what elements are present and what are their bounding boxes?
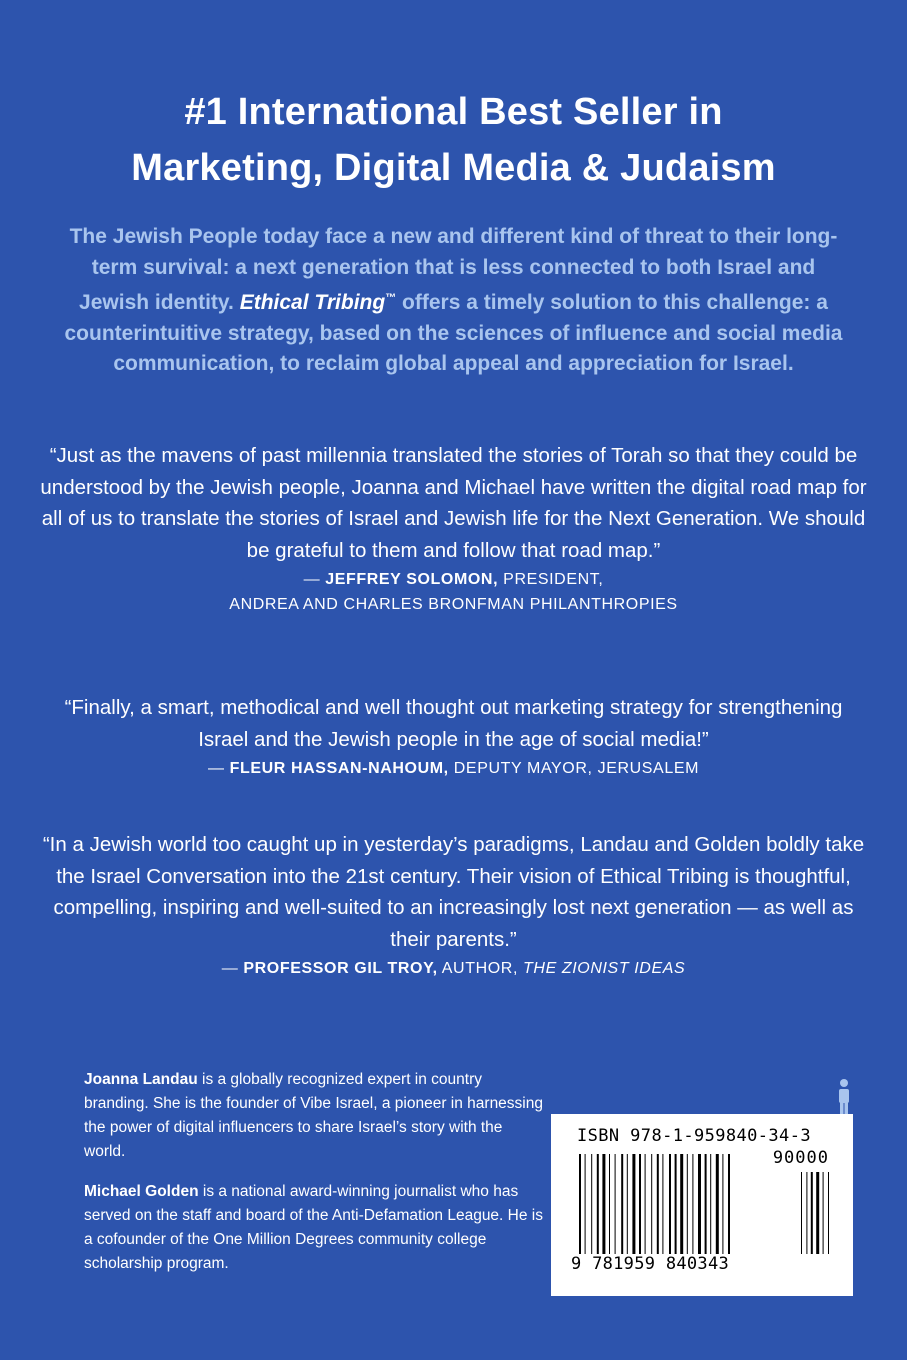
attribution-dash: —: [221, 960, 244, 977]
attribution-dash: —: [207, 760, 230, 777]
price-code: 90000: [772, 1148, 829, 1168]
attribution-dash: —: [303, 571, 326, 588]
intro-text-1: The Jewish People today face a new and different kind of threat to their long-term survival: a next generation that is less connected to both Israel and Jewish identity.: [69, 225, 838, 314]
author-bio: [84, 1180, 544, 1276]
author-bios: [84, 1068, 544, 1292]
endorsement-quote-2: [40, 692, 867, 781]
publisher-logo-icon: [834, 1078, 854, 1116]
quote-attribution: [40, 567, 867, 617]
endorsement-quote-3: [40, 829, 867, 981]
isbn-barcode: [551, 1114, 853, 1296]
attribution-role: PRESIDENT,: [498, 571, 604, 588]
attribution-name: FLEUR HASSAN-NAHOUM,: [229, 760, 449, 777]
author-bio-text: is a globally recognized expert in country branding. She is the founder of Vibe Israel, a pioneer in harnessing the power of digital influencers to share Israel’s story with the world.: [84, 1071, 543, 1160]
quote-text: “In a Jewish world too caught up in yesterday’s paradigms, Landau and Golden boldly take the Israel Conversation into the 21st century. Their vision of Ethical Tribing is thoughtful, compelling, inspiring and well-suited to an increasingly lost next generation — as well as their parents.”: [42, 833, 865, 951]
book-title: Ethical Tribing: [239, 291, 386, 314]
quote-attribution: [40, 756, 867, 781]
author-name: Joanna Landau: [84, 1071, 198, 1088]
intro-text-2: offers a timely solution to this challenge: a counterintuitive strategy, based on the sciences of influence and social media communication, to reclaim global appeal and appreciation for Israel.: [64, 291, 843, 375]
intro-paragraph: [60, 222, 847, 380]
attribution-name: PROFESSOR GIL TROY,: [243, 960, 438, 977]
quote-text: “Finally, a smart, methodical and well thought out marketing strategy for strengthening Israel and the Jewish people in the age of social media!”: [64, 696, 843, 751]
barcode-digits: 9 781959 840343: [571, 1254, 730, 1274]
isbn-label: ISBN 978-1-959840-34-3: [577, 1126, 811, 1146]
headline-line-2: Marketing, Digital Media & Judaism: [131, 147, 776, 189]
quote-text: “Just as the mavens of past millennia translated the stories of Torah so that they could be understood by the Jewish people, Joanna and Michael have written the digital road map for all of us to translate the stories of Israel and Jewish life for the Next Generation. We should be grateful to them and follow that road map.”: [40, 444, 867, 562]
endorsement-quote-1: [40, 440, 867, 617]
headline: [0, 84, 907, 196]
attribution-organization: ANDREA AND CHARLES BRONFMAN PHILANTHROPIES: [229, 596, 678, 613]
quote-attribution: [40, 956, 867, 981]
attribution-book-title: THE ZIONIST IDEAS: [523, 960, 686, 977]
author-bio-text: is a national award-winning journalist who has served on the staff and board of the Anti-Defamation League. He is a cofounder of the One Million Degrees community college scholarship program.: [84, 1183, 543, 1272]
headline-line-1: #1 International Best Seller in: [184, 91, 723, 133]
author-name: Michael Golden: [84, 1183, 199, 1200]
attribution-role: DEPUTY MAYOR, JERUSALEM: [448, 760, 700, 777]
attribution-role: AUTHOR,: [437, 960, 524, 977]
attribution-name: JEFFREY SOLOMON,: [325, 571, 499, 588]
trademark-symbol: ™: [385, 292, 397, 304]
author-bio: [84, 1068, 544, 1164]
